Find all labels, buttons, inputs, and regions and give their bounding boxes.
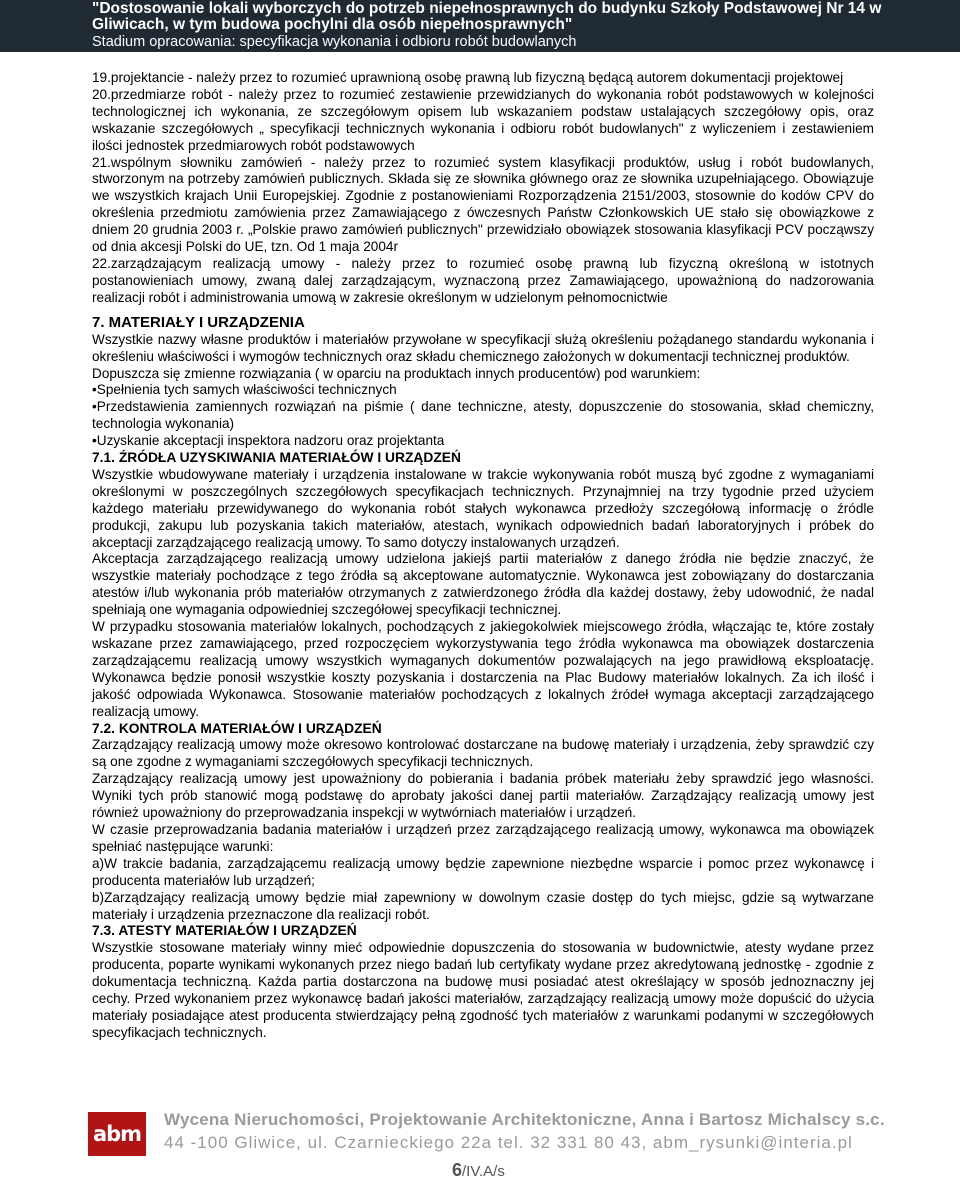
condition-bullet-2: •Przedstawienia zamiennych rozwiązań na piśmie ( dane techniczne, atesty, dopuszczenie do stosowania, skład chemiczny, technologia wykonania) bbox=[92, 399, 874, 432]
page-number-value: 6 bbox=[452, 1160, 463, 1180]
page-number-suffix: /IV.A/s bbox=[462, 1163, 505, 1180]
footer-contact: 44 -100 Gliwice, ul. Czarnieckiego 22a tel. 32 331 80 43, abm_rysunki@interia.pl bbox=[164, 1133, 853, 1152]
section-7-2-paragraph-1: Zarządzający realizacją umowy może okresowo kontrolować dostarczane na budowę materiały i urządzenia, żeby sprawdzić czy są one zgodne z wymaganiami szczegółowych specyfikacji technicznych. bbox=[92, 737, 874, 770]
section-7-2-item-b: b)Zarządzający realizacją umowy będzie miał zapewniony w dowolnym czasie dostęp do tych miejsc, gdzie są wytwarzane materiały i urządzenia przeznaczone dla realizacji robót. bbox=[92, 889, 874, 922]
definition-21: 21.wspólnym słowniku zamówień - należy przez to rozumieć system klasyfikacji produktów, usług i robót budowlanych, stworzonym na potrzeby zamówień publicznych. Składa się ze słownika głównego oraz ze słownika uzupełniającego. Obowiązuje we wszystkich krajach Unii Europejskiej. Zgodnie z postanowieniami Rozporządzenia 2151/2003, stosownie do kodów CPV do określenia przedmiotu zamówienia przez Zamawiającego z ówczesnych Państw Członkowskich UE stało się obowiązkowe z dniem 20 grudnia 2003 r. „Polskie prawo zamówień publicznych" przewidziało obowiązek stosowania klasyfikacji PCV począwszy od dnia akcesji Polski do UE, tzn. Od 1 maja 2004r bbox=[92, 154, 874, 255]
footer-company-name: Wycena Nieruchomości, Projektowanie Architektoniczne, Anna i Bartosz Michalscy s.c. bbox=[164, 1110, 885, 1129]
header-title-line-2: Gliwicach, w tym budowa pochylni dla osób niepełnosprawnych" bbox=[92, 16, 573, 33]
section-7-3-paragraph-1: Wszystkie stosowane materiały winny mieć odpowiednie dopuszczenia do stosowania w budownictwie, atesty wydane przez producenta, poparte wynikami wykonanych przez niego badań lub certyfikaty wydane przez akredytowaną jednostkę - zgodnie z dokumentacja techniczną. Każda partia dostarczona na budowę musi posiadać atest określający w sposób jednoznaczny jej cechy. Przed wykonaniem przez wykonawcę badań jakości materiałów, zarządzający realizacją umowy może dopuścić do użycia materiały posiadające atest producenta stwierdzający pełną zgodność tych materiałów z warunkami podanymi w szczegółowych specyfikacjach technicznych. bbox=[92, 940, 874, 1040]
section-7-1-paragraph-3: W przypadku stosowania materiałów lokalnych, pochodzących z jakiegokolwiek miejscowego źródła, włączając te, które zostały wskazane przez zamawiającego, przed rozpoczęciem wykorzystywania tego źródła wykonawca ma obowiązek dostarczenia zarządzającemu realizacją umowy wszystkich wymaganych dokumentów pozwalających na jego prawidłową eksploatację. Wykonawca będzie ponosił wszystkie koszty pozyskania i dostarczenia na Plac Budowy materiałów lokalnych. Za ich ilość i jakość odpowiada Wykonawca. Stosowanie materiałów pochodzących z lokalnych źródeł wymaga akceptacji zarządzającego realizacją umowy. bbox=[92, 619, 874, 719]
definition-20: 20.przedmiarze robót - należy przez to rozumieć zestawienie przewidzianych do wykonania robót podstawowych w kolejności technologicznej ich wykonania, ze szczegółowym opisem lub wskazaniem podstaw ustalających szczegółowy opis, oraz wskazanie szczegółowych „ specyfikacji technicznych wykonania i odbioru robót budowlanych" z wyliczeniem i zestawieniem ilości jednostek przedmiarowych robót podstawowych bbox=[92, 86, 874, 153]
condition-bullet-3: •Uzyskanie akceptacji inspektora nadzoru oraz projektanta bbox=[92, 433, 445, 449]
section-7-2-paragraph-2: Zarządzający realizacją umowy jest upoważniony do pobierania i badania próbek materiału żeby sprawdzić jego własności. Wyniki tych prób stanowić mogą podstawę do aprobaty jakości danej partii materiałów. Zarządzający realizacją umowy jest również upoważniony do przeprowadzania inspekcji w wytwórniach materiałów i urządzeń. bbox=[92, 771, 874, 821]
section-heading-7-3: 7.3. ATESTY MATERIAŁÓW I URZĄDZEŃ bbox=[92, 923, 357, 939]
header-title-line-1: "Dostosowanie lokali wyborczych do potrzeb niepełnosprawnych do budynku Szkoły Podstawowej Nr 14 w bbox=[92, 0, 882, 17]
definition-19: 19.projektancie - należy przez to rozumieć uprawnioną osobę prawną lub fizyczną będącą autorem dokumentacji projektowej bbox=[92, 70, 844, 85]
section-7-2-paragraph-3: W czasie przeprowadzania badania materiałów i urządzeń przez zarządzającego realizacją umowy, wykonawca ma obowiązek spełniać następujące warunki: bbox=[92, 821, 874, 854]
section-heading-7-2: 7.2. KONTROLA MATERIAŁÓW I URZĄDZEŃ bbox=[92, 720, 382, 736]
section-7-paragraph-1: Wszystkie nazwy własne produktów i materiałów przywołane w specyfikacji służą określeniu pożądanego standardu wykonania i określeniu właściwości i wymogów technicznych oraz składu chemicznego założonych w dokumentacji technicznej produktów. bbox=[92, 331, 874, 364]
condition-bullet-1: •Spełnienia tych samych właściwości technicznych bbox=[92, 382, 397, 398]
document-header bbox=[0, 0, 960, 52]
section-heading-7: 7. MATERIAŁY I URZĄDZENIA bbox=[92, 313, 305, 331]
section-7-1-paragraph-2: Akceptacja zarządzającego realizacją umowy udzielona jakiejś partii materiałów z danego źródła nie będzie znaczyć, że wszystkie materiały pochodzące z tego źródła są akceptowane automatycznie. Wykonawca jest zobowiązany do dostarczania atestów i/lub wykonania prób materiałów otrzymanych z zatwierdzonego źródła dla każdej dostawy, żeby udowodnić, że nadal spełniają one wymagania odpowiedniej szczegółowej specyfikacji technicznej. bbox=[92, 551, 874, 618]
document-body bbox=[92, 70, 874, 1042]
section-7-1-paragraph-1: Wszystkie wbudowywane materiały i urządzenia instalowane w trakcie wykonywania robót muszą być zgodne z wymaganiami określonymi w poszczególnych szczegółowych specyfikacjach technicznych. Przynajmniej na trzy tygodnie przed użyciem każdego materiału przewidywanego do wykonania robót stałych wykonawca przedłoży szczegółową informację o źródle produkcji, zakupu lub pozyskania takich materiałów, atestach, wynikach odpowiednich badań laboratoryjnych i próbek do akceptacji zarządzającego realizacją umowy. To samo dotyczy instalowanych urządzeń. bbox=[92, 466, 874, 550]
section-heading-7-1: 7.1. ŹRÓDŁA UZYSKIWANIA MATERIAŁÓW I URZĄDZEŃ bbox=[92, 450, 461, 466]
section-7-paragraph-2: Dopuszcza się zmienne rozwiązania ( w oparciu na produktach innych producentów) pod warunkiem: bbox=[92, 365, 701, 381]
company-logo: abm bbox=[88, 1112, 146, 1156]
definition-22: 22.zarządzającym realizacją umowy - należy przez to rozumieć osobę prawną lub fizyczną określoną w istotnych postanowieniach umowy, zwaną dalej zarządzającym, wyznaczoną przez Zamawiającego, upoważnioną do nadzorowania realizacji robót i administrowania umową w zakresie określonym w udzielonym pełnomocnictwie bbox=[92, 255, 874, 305]
section-7-2-item-a: a)W trakcie badania, zarządzającemu realizacją umowy będzie zapewnione niezbędne wsparcie i pomoc przez wykonawcę i producenta materiałów lub urządzeń; bbox=[92, 855, 874, 888]
header-stage-line: Stadium opracowania: specyfikacja wykonania i odbioru robót budowlanych bbox=[92, 34, 577, 50]
